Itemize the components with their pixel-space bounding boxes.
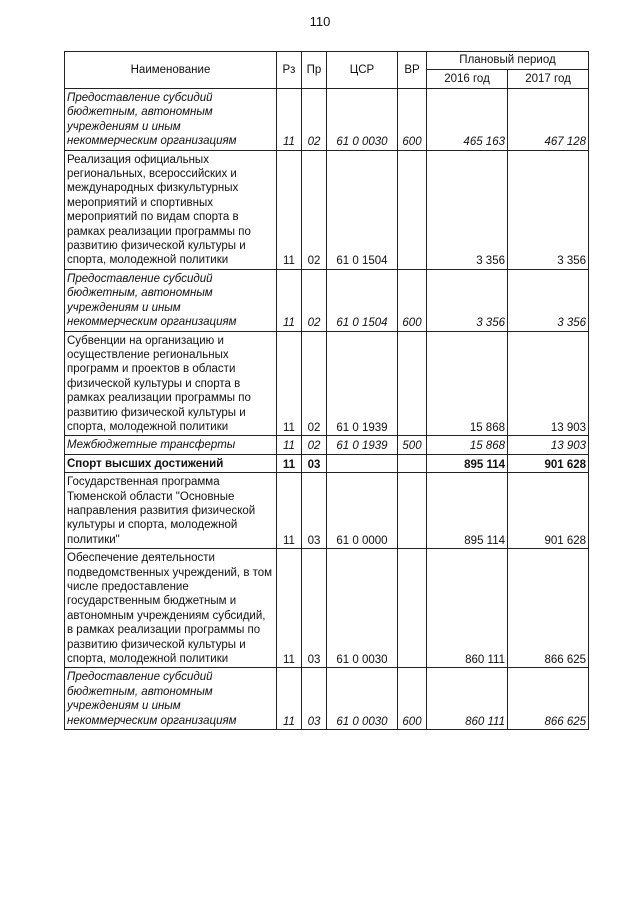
row-pr: 02 (302, 89, 327, 151)
row-vr: 600 (398, 89, 427, 151)
row-csr: 61 0 1504 (327, 150, 398, 269)
row-rz: 11 (277, 549, 302, 668)
row-name: Спорт высших достижений (65, 454, 277, 472)
row-vr (398, 331, 427, 436)
row-pr: 03 (302, 549, 327, 668)
row-pr: 03 (302, 473, 327, 549)
row-value-2016: 895 114 (427, 473, 508, 549)
row-pr: 02 (302, 269, 327, 331)
row-vr (398, 473, 427, 549)
row-csr: 61 0 0000 (327, 473, 398, 549)
row-rz: 11 (277, 331, 302, 436)
row-value-2016: 3 356 (427, 150, 508, 269)
row-csr (327, 454, 398, 472)
row-rz: 11 (277, 269, 302, 331)
row-value-2017: 901 628 (508, 473, 589, 549)
table-row (65, 549, 589, 668)
row-rz: 11 (277, 436, 302, 454)
row-name: Обеспечение деятельности подведомственных учреждений, в том числе предоставление государственным бюджетным и автономным учреждениям субсидий, в рамках реализации программы по развитию физической культуры и спорта, молодежной политики (65, 549, 277, 668)
row-name: Межбюджетные трансферты (65, 436, 277, 454)
row-value-2016: 860 111 (427, 549, 508, 668)
table-row (65, 668, 589, 730)
row-pr: 03 (302, 668, 327, 730)
row-pr: 02 (302, 150, 327, 269)
row-value-2017: 467 128 (508, 89, 589, 151)
row-rz: 11 (277, 454, 302, 472)
row-pr: 03 (302, 454, 327, 472)
header-year-2016: 2016 год (427, 70, 508, 89)
row-csr: 61 0 1939 (327, 331, 398, 436)
header-name: Наименование (65, 52, 277, 89)
header-year-2017: 2017 год (508, 70, 589, 89)
row-rz: 11 (277, 89, 302, 151)
row-vr: 600 (398, 668, 427, 730)
row-vr: 500 (398, 436, 427, 454)
row-value-2017: 13 903 (508, 331, 589, 436)
row-value-2017: 866 625 (508, 549, 589, 668)
row-vr (398, 150, 427, 269)
table-row (65, 473, 589, 549)
row-csr: 61 0 0030 (327, 549, 398, 668)
table-row (65, 269, 589, 331)
row-vr (398, 549, 427, 668)
row-name: Субвенции на организацию и осуществление региональных программ и проектов в области физической культуры и спорта в рамках реализации программы по развитию физической культуры и спорта, молодежной политики (65, 331, 277, 436)
row-value-2016: 15 868 (427, 436, 508, 454)
row-csr: 61 0 1939 (327, 436, 398, 454)
row-value-2016: 465 163 (427, 89, 508, 151)
row-name: Реализация официальных региональных, всероссийских и международных физкультурных мероприятий и спортивных мероприятий по видам спорта в рамках реализации программы по развитию физической культуры и спорта, молодежной политики (65, 150, 277, 269)
row-pr: 02 (302, 436, 327, 454)
row-vr (398, 454, 427, 472)
row-vr: 600 (398, 269, 427, 331)
header-rz: Рз (277, 52, 302, 89)
row-value-2017: 3 356 (508, 150, 589, 269)
row-csr: 61 0 0030 (327, 89, 398, 151)
row-rz: 11 (277, 150, 302, 269)
row-value-2016: 895 114 (427, 454, 508, 472)
row-value-2016: 15 868 (427, 331, 508, 436)
row-name: Предоставление субсидий бюджетным, автономным учреждениям и иным некоммерческим организациям (65, 269, 277, 331)
row-rz: 11 (277, 668, 302, 730)
row-value-2017: 3 356 (508, 269, 589, 331)
page-number: 110 (309, 14, 331, 29)
row-rz: 11 (277, 473, 302, 549)
header-planning-period: Плановый период (427, 52, 589, 70)
table-row (65, 89, 589, 151)
row-name: Предоставление субсидий бюджетным, автономным учреждениям и иным некоммерческим организациям (65, 89, 277, 151)
table-row (65, 150, 589, 269)
header-pr: Пр (302, 52, 327, 89)
row-value-2017: 866 625 (508, 668, 589, 730)
row-value-2016: 3 356 (427, 269, 508, 331)
row-pr: 02 (302, 331, 327, 436)
row-value-2016: 860 111 (427, 668, 508, 730)
header-vr: ВР (398, 52, 427, 89)
row-csr: 61 0 0030 (327, 668, 398, 730)
budget-table (64, 51, 589, 730)
row-name: Государственная программа Тюменской области "Основные направления развития физической культуры и спорта, молодежной политики" (65, 473, 277, 549)
row-name: Предоставление субсидий бюджетным, автономным учреждениям и иным некоммерческим организациям (65, 668, 277, 730)
row-value-2017: 13 903 (508, 436, 589, 454)
table-row (65, 331, 589, 436)
row-value-2017: 901 628 (508, 454, 589, 472)
header-csr: ЦСР (327, 52, 398, 89)
table-row (65, 436, 589, 454)
table-row (65, 454, 589, 472)
row-csr: 61 0 1504 (327, 269, 398, 331)
